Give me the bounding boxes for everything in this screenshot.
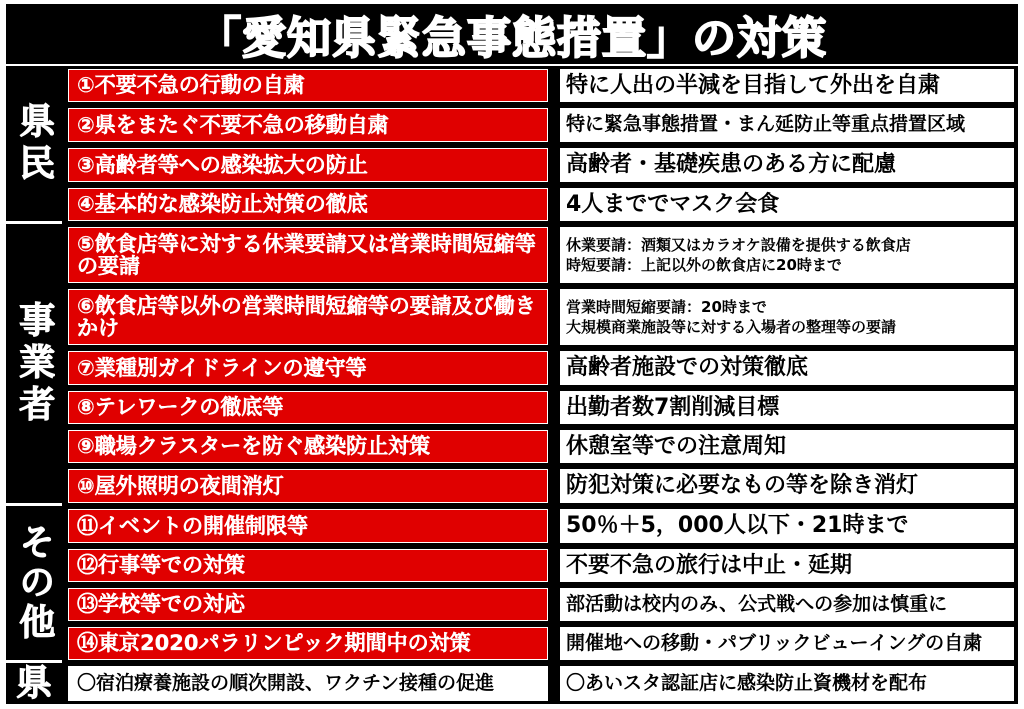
measure-label: ⑨職場クラスターを防ぐ感染防止対策: [68, 430, 548, 463]
table-row: [68, 145, 1014, 185]
measure-label: ⑬学校等での対応: [68, 588, 548, 621]
detail-line: 営業時間短縮要請：20時まで: [566, 297, 767, 316]
detail-line: 部活動は校内のみ、公式戦への参加は慎重に: [566, 592, 948, 615]
detail-line: 50％＋5，000人以下・21時まで: [566, 513, 909, 539]
group-label-text: その他: [13, 523, 55, 643]
table-row: [68, 466, 1014, 506]
measures-table: [6, 66, 1018, 704]
table-row: [68, 663, 1014, 704]
group-label-business: [6, 224, 62, 506]
measure-detail: [560, 469, 1014, 503]
measure-detail: [560, 69, 1014, 102]
measure-detail: [560, 391, 1014, 424]
measure-detail: [560, 289, 1014, 345]
detail-line: 休業要請：酒類又はカラオケ設備を提供する飲食店: [566, 235, 911, 254]
measure-detail: [560, 509, 1014, 543]
measure-label: ⑤飲食店等に対する休業要請又は営業時間短縮等の要請: [68, 227, 548, 283]
detail-line: 高齢者施設での対策徹底: [566, 355, 809, 381]
measure-detail: [560, 108, 1014, 142]
group-label-text: 県民: [13, 101, 55, 186]
table-row: [68, 185, 1014, 224]
table-row: [68, 348, 1014, 388]
table-row: [68, 506, 1014, 546]
measure-label: ②県をまたぐ不要不急の移動自粛: [68, 108, 548, 142]
table-row: [68, 105, 1014, 145]
measure-label: ③高齢者等への感染拡大の防止: [68, 148, 548, 182]
measure-detail: [560, 227, 1014, 283]
measure-label: ①不要不急の行動の自粛: [68, 69, 548, 102]
measure-label: ⑧テレワークの徹底等: [68, 391, 548, 424]
group-label-text: 事業者: [13, 300, 55, 427]
group-label-text: 県: [15, 662, 52, 704]
detail-line: 防犯対策に必要なもの等を除き消灯: [566, 473, 919, 499]
table-row: [68, 388, 1014, 427]
measure-detail: [560, 627, 1014, 660]
measure-detail: [560, 351, 1014, 385]
table-row: [68, 66, 1014, 105]
measure-detail: [560, 430, 1014, 463]
page-title: 「愛知県緊急事態措置」の対策: [197, 13, 827, 64]
detail-line: 時短要請：上記以外の飲食店に20時まで: [566, 256, 842, 274]
measure-detail: [560, 588, 1014, 621]
detail-line: 高齢者・基礎疾患のある方に配慮: [566, 152, 897, 178]
measure-label: ⑫行事等での対策: [68, 549, 548, 582]
group-label-residents: [6, 66, 62, 224]
table-row: [68, 585, 1014, 624]
measure-label: ⑦業種別ガイドラインの遵守等: [68, 351, 548, 385]
detail-line: 特に人出の半減を目指して外出を自粛: [566, 72, 941, 98]
detail-line: 休憩室等での注意周知: [566, 433, 787, 459]
table-row: [68, 427, 1014, 466]
measure-label: ⑩屋外照明の夜間消灯: [68, 469, 548, 503]
detail-line: 〇あいスタ認証店に感染防止資機材を配布: [566, 671, 928, 694]
detail-line: 特に緊急事態措置・まん延防止等重点措置区域: [566, 113, 966, 136]
table-row: [68, 224, 1014, 286]
detail-line: 4人まででマスク会食: [566, 191, 780, 217]
measure-label: ④基本的な感染防止対策の徹底: [68, 188, 548, 221]
table-row: [68, 546, 1014, 585]
measure-detail: [560, 188, 1014, 221]
detail-line: 出勤者数7割削減目標: [566, 394, 780, 420]
detail-line: 開催地への移動・パブリックビューイングの自粛: [566, 631, 983, 654]
measure-detail: [560, 666, 1014, 701]
measure-label: ⑭東京2020パラリンピック期間中の対策: [68, 627, 548, 660]
table-row: [68, 286, 1014, 348]
measure-label: ⑥飲食店等以外の営業時間短縮等の要請及び働きかけ: [68, 289, 548, 345]
detail-line: 大規模商業施設等に対する入場者の整理等の要請: [566, 318, 897, 336]
detail-line: 不要不急の旅行は中止・延期: [566, 552, 853, 578]
group-label-other: [6, 506, 62, 663]
measure-label: 〇宿泊療養施設の順次開設、ワクチン接種の促進: [68, 666, 548, 701]
group-label-prefecture: [6, 663, 62, 704]
measure-label: ⑪イベントの開催制限等: [68, 509, 548, 543]
title-bar: [6, 4, 1018, 64]
table-row: [68, 624, 1014, 663]
measure-detail: [560, 549, 1014, 582]
measure-detail: [560, 148, 1014, 182]
